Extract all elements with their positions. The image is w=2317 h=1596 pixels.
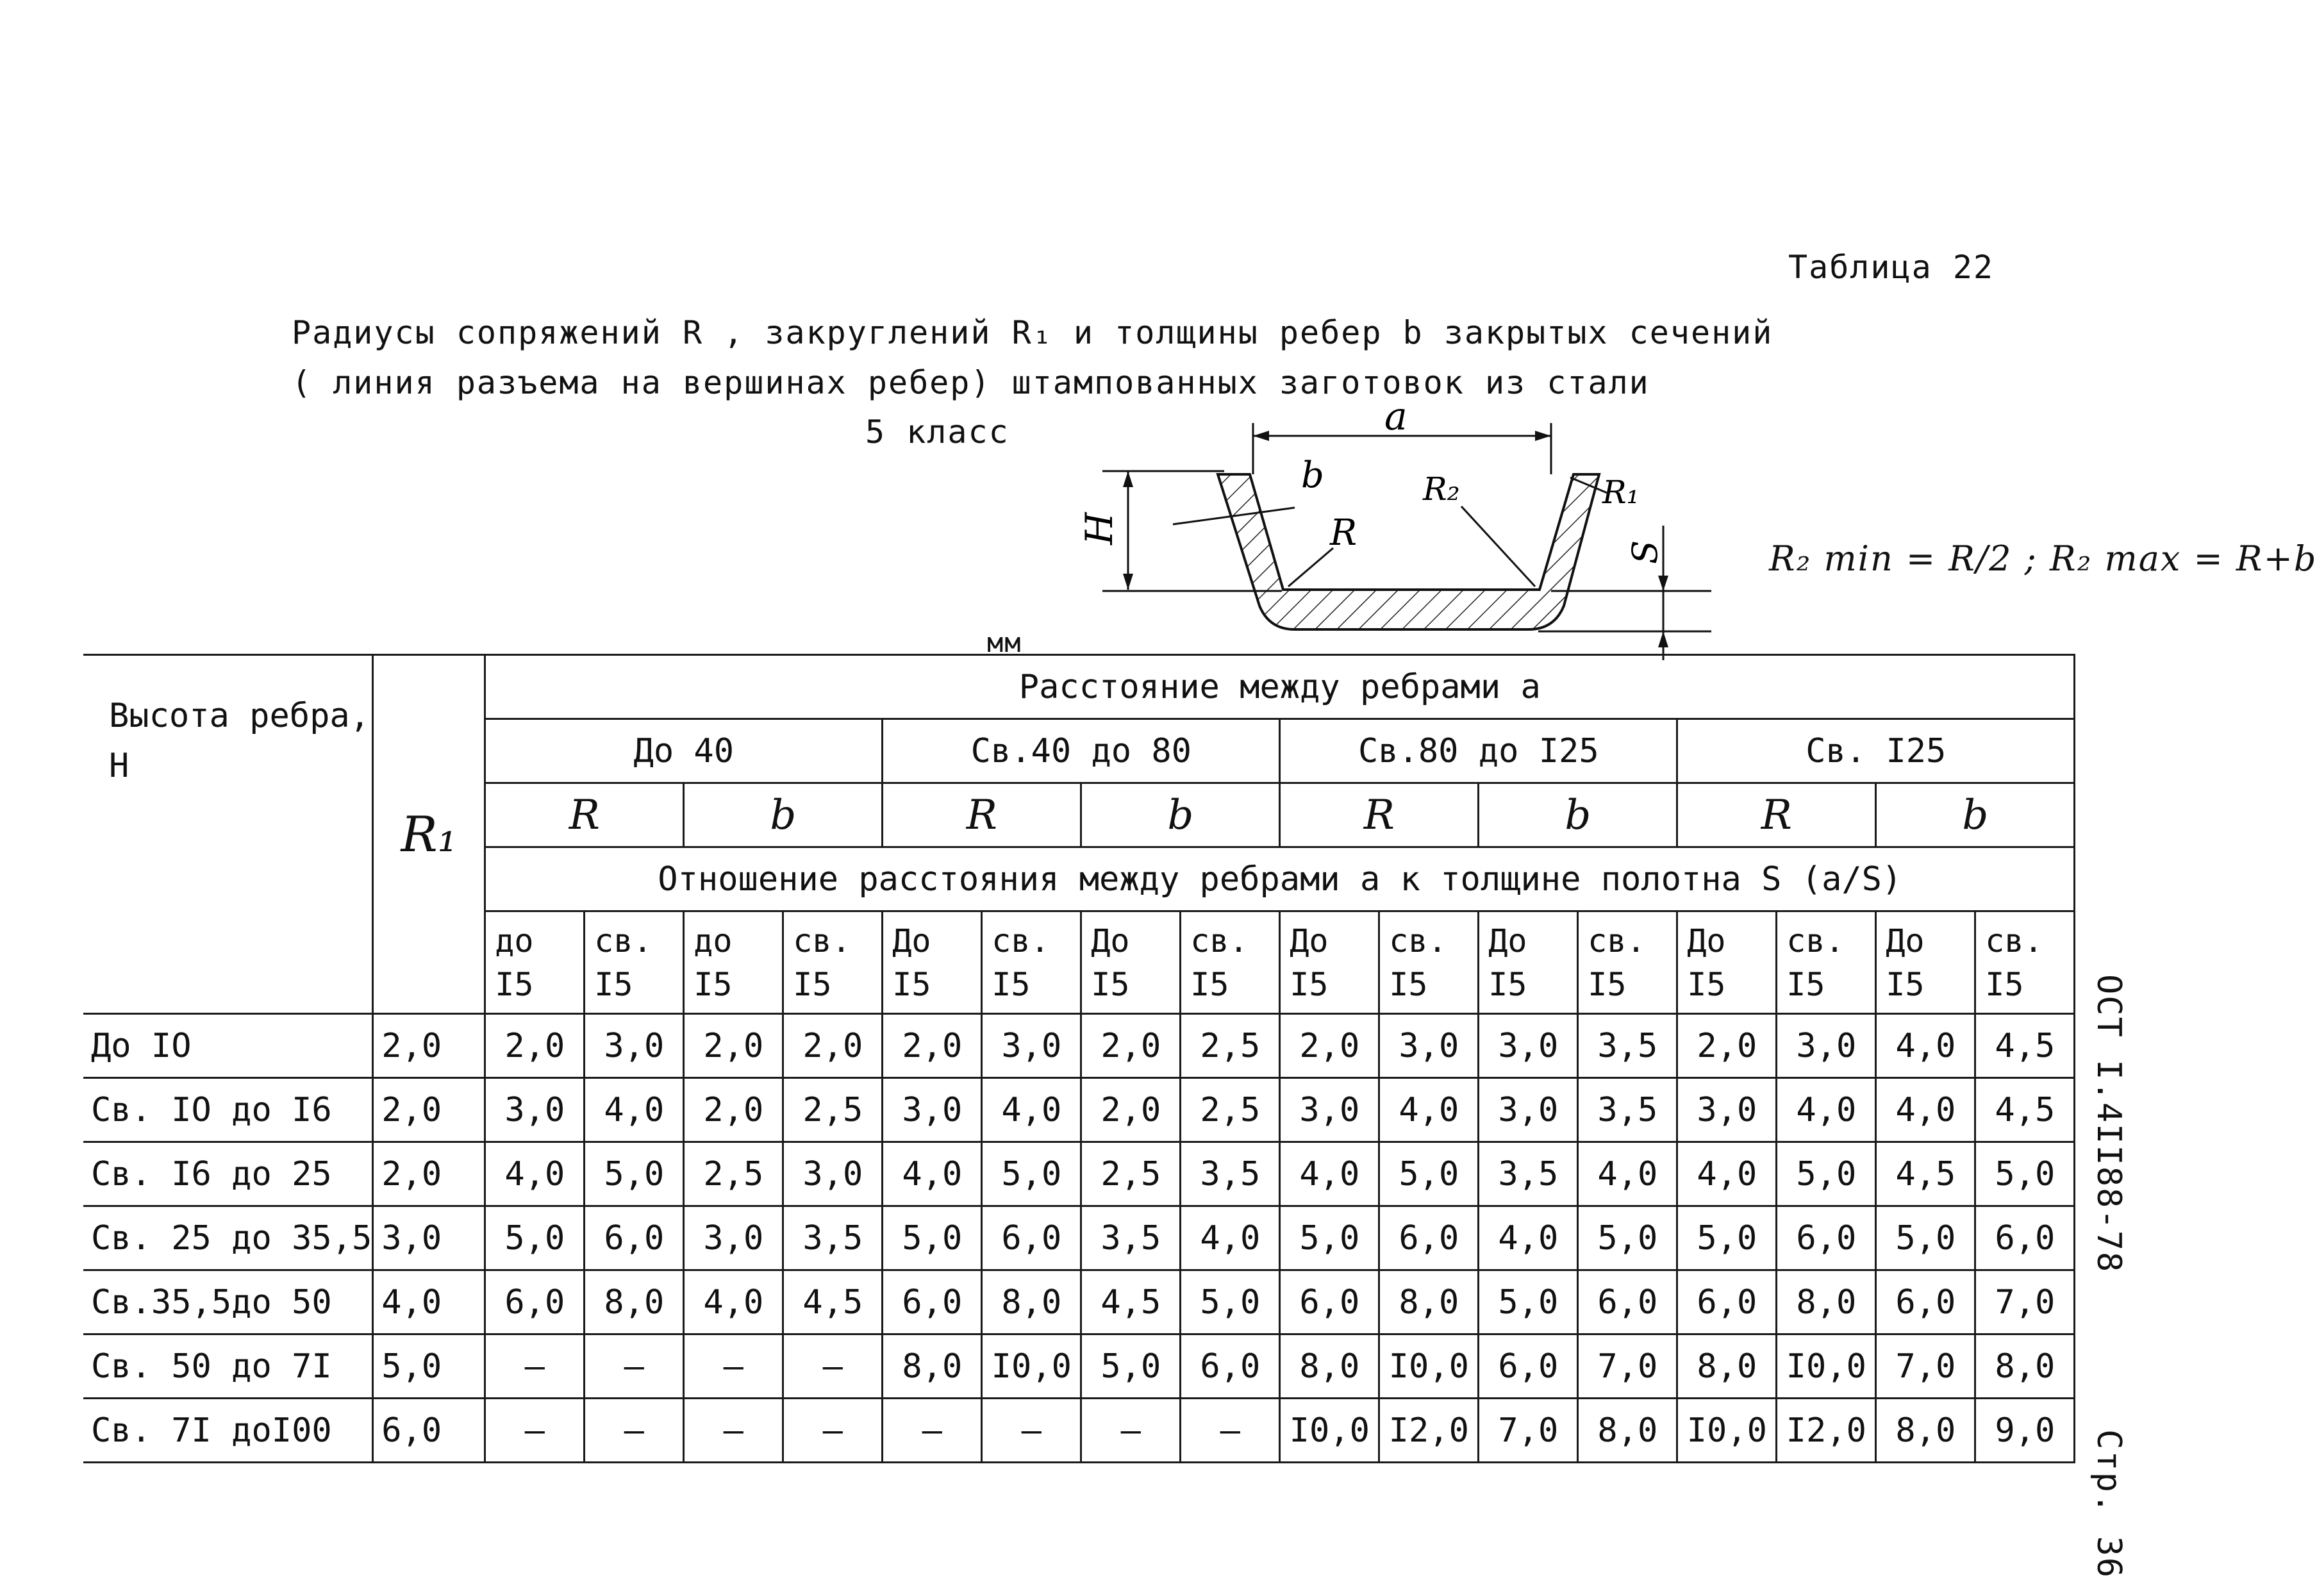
table-cell: 5,0	[1081, 1334, 1181, 1399]
table-cell: 5,0	[1181, 1270, 1280, 1334]
table-cell: 8,0	[1876, 1399, 1975, 1463]
table-cell: 6,0	[883, 1270, 982, 1334]
header-sym-r: R	[1677, 783, 1876, 847]
table-cell: 2,0	[684, 1078, 783, 1142]
table-cell: 5,0	[1975, 1142, 2075, 1206]
table-cell: 3,5	[1578, 1014, 1677, 1078]
table-cell: 3,5	[1081, 1206, 1181, 1270]
table-cell: –	[783, 1399, 883, 1463]
table-cell: 5,0	[1280, 1206, 1379, 1270]
table-cell: 6,0	[1677, 1270, 1777, 1334]
diagram-label-s: S	[1625, 540, 1665, 564]
table-cell: I2,0	[1379, 1399, 1479, 1463]
table-cell: I0,0	[1777, 1334, 1876, 1399]
table-cell: 3,0	[982, 1014, 1081, 1078]
table-cell: 5,0	[1777, 1142, 1876, 1206]
row-r1-value: 3,0	[373, 1206, 485, 1270]
table-cell: 5,0	[1876, 1206, 1975, 1270]
table-cell: 3,0	[1479, 1078, 1578, 1142]
table-cell: 6,0	[1379, 1206, 1479, 1270]
table-cell: 6,0	[982, 1206, 1081, 1270]
table-cell: 2,5	[783, 1078, 883, 1142]
table-cell: 4,5	[1975, 1078, 2075, 1142]
table-title-line-3: 5 класс	[865, 413, 1009, 451]
row-r1-value: 2,0	[373, 1142, 485, 1206]
table-cell: –	[982, 1399, 1081, 1463]
row-height-label: До IO	[83, 1014, 373, 1078]
table-cell: 5,0	[1578, 1206, 1677, 1270]
table-cell: 8,0	[585, 1270, 684, 1334]
table-cell: 5,0	[485, 1206, 585, 1270]
subheader-cell: До I5	[1876, 911, 1975, 1014]
row-height-label: Св. 25 до 35,5	[83, 1206, 373, 1270]
table-cell: 5,0	[1379, 1142, 1479, 1206]
diagram-label-r: R	[1330, 512, 1358, 554]
row-height-label: Св. I6 до 25	[83, 1142, 373, 1206]
subheader-cell: св. I5	[1578, 911, 1677, 1014]
table-cell: 3,0	[1280, 1078, 1379, 1142]
row-r1-value: 2,0	[373, 1014, 485, 1078]
table-cell: 3,5	[1479, 1142, 1578, 1206]
table-cell: 2,5	[684, 1142, 783, 1206]
header-group-2: Св.40 до 80	[883, 719, 1280, 783]
table-cell: 9,0	[1975, 1399, 2075, 1463]
page-number: Стр. 36	[2089, 1429, 2128, 1579]
table-body	[83, 1014, 2075, 1463]
table-cell: 7,0	[1876, 1334, 1975, 1399]
table-cell: 3,5	[783, 1206, 883, 1270]
table-cell: 6,0	[1479, 1334, 1578, 1399]
header-distance: Расстояние между ребрами a	[485, 655, 2075, 719]
table-row	[83, 1399, 2075, 1463]
table-cell: 8,0	[1379, 1270, 1479, 1334]
table-cell: I0,0	[982, 1334, 1081, 1399]
header-sym-r: R	[1280, 783, 1479, 847]
subheader-cell: св. I5	[783, 911, 883, 1014]
table-cell: 2,5	[1081, 1142, 1181, 1206]
diagram-label-a: a	[1384, 394, 1408, 439]
document-code: ОСТ I.4II88-78	[2089, 974, 2128, 1274]
header-sym-b: b	[1081, 783, 1280, 847]
row-r1-value: 6,0	[373, 1399, 485, 1463]
table-cell: 6,0	[585, 1206, 684, 1270]
table-cell: 3,0	[485, 1078, 585, 1142]
units-label: мм	[987, 627, 1022, 658]
table-cell: 4,0	[1280, 1142, 1379, 1206]
table-cell: I2,0	[1777, 1399, 1876, 1463]
header-sym-b: b	[684, 783, 883, 847]
table-cell: –	[1081, 1399, 1181, 1463]
header-sym-b: b	[1479, 783, 1677, 847]
table-row	[83, 1078, 2075, 1142]
table-cell: 8,0	[1677, 1334, 1777, 1399]
subheader-cell: До I5	[883, 911, 982, 1014]
table-cell: 3,0	[1677, 1078, 1777, 1142]
table-cell: 4,0	[1181, 1206, 1280, 1270]
table-cell: I0,0	[1379, 1334, 1479, 1399]
table-cell: 3,0	[684, 1206, 783, 1270]
table-cell: 6,0	[485, 1270, 585, 1334]
table-cell: 4,5	[1975, 1014, 2075, 1078]
table-cell: –	[485, 1334, 585, 1399]
table-cell: 4,5	[1081, 1270, 1181, 1334]
header-sym-r: R	[485, 783, 684, 847]
table-cell: –	[684, 1399, 783, 1463]
table-cell: 4,0	[585, 1078, 684, 1142]
section-profile	[1218, 474, 1599, 629]
table-cell: 2,0	[883, 1014, 982, 1078]
table-cell: 2,0	[1081, 1078, 1181, 1142]
table-cell: 2,0	[684, 1014, 783, 1078]
table-cell: –	[585, 1399, 684, 1463]
table-cell: 4,0	[982, 1078, 1081, 1142]
subheader-cell: До I5	[1677, 911, 1777, 1014]
table-cell: 4,0	[1677, 1142, 1777, 1206]
table-cell: 8,0	[1975, 1334, 2075, 1399]
table-row	[83, 1142, 2075, 1206]
table-cell: 3,0	[585, 1014, 684, 1078]
table-cell: –	[1181, 1399, 1280, 1463]
row-r1-value: 4,0	[373, 1270, 485, 1334]
row-height-label: Св. 50 до 7I	[83, 1334, 373, 1399]
subheader-cell: св. I5	[982, 911, 1081, 1014]
table-cell: –	[585, 1334, 684, 1399]
table-cell: 6,0	[1975, 1206, 2075, 1270]
table-cell: 3,0	[783, 1142, 883, 1206]
table-cell: 2,0	[1677, 1014, 1777, 1078]
subheader-cell: До I5	[1479, 911, 1578, 1014]
table-cell: –	[485, 1399, 585, 1463]
table-cell: 5,0	[982, 1142, 1081, 1206]
subheader-cell: св. I5	[1379, 911, 1479, 1014]
table-cell: 6,0	[1181, 1334, 1280, 1399]
header-rib-height: Высота ребра, Н	[83, 655, 373, 1014]
table-row	[83, 1014, 2075, 1078]
table-cell: 2,5	[1181, 1014, 1280, 1078]
radii-table-container	[83, 654, 2075, 1463]
table-title-line-1: Радиусы сопряжений R , закруглений R₁ и толщины ребер b закрытых сечений	[292, 314, 1773, 351]
table-cell: 5,0	[585, 1142, 684, 1206]
table-cell: 4,0	[1777, 1078, 1876, 1142]
table-cell: 8,0	[1777, 1270, 1876, 1334]
row-r1-value: 2,0	[373, 1078, 485, 1142]
diagram-label-b: b	[1301, 454, 1324, 496]
table-row	[83, 1206, 2075, 1270]
table-cell: 2,0	[1280, 1014, 1379, 1078]
diagram-label-r1: R₁	[1602, 474, 1640, 511]
table-cell: I0,0	[1677, 1399, 1777, 1463]
table-cell: –	[684, 1334, 783, 1399]
row-height-label: Св. IO до I6	[83, 1078, 373, 1142]
table-row	[83, 1334, 2075, 1399]
row-height-label: Св. 7I доI00	[83, 1399, 373, 1463]
table-cell: 6,0	[1280, 1270, 1379, 1334]
table-cell: 3,0	[1479, 1014, 1578, 1078]
table-cell: 6,0	[1876, 1270, 1975, 1334]
subheader-cell: До I5	[1280, 911, 1379, 1014]
subheader-cell: св. I5	[1777, 911, 1876, 1014]
table-cell: 4,0	[883, 1142, 982, 1206]
table-cell: 6,0	[1578, 1270, 1677, 1334]
table-cell: 8,0	[1578, 1399, 1677, 1463]
header-group-1: До 40	[485, 719, 883, 783]
table-cell: 7,0	[1479, 1399, 1578, 1463]
subheader-cell: до I5	[684, 911, 783, 1014]
table-cell: 4,0	[684, 1270, 783, 1334]
table-cell: 3,0	[1379, 1014, 1479, 1078]
table-cell: I0,0	[1280, 1399, 1379, 1463]
table-cell: 5,0	[1677, 1206, 1777, 1270]
table-cell: 5,0	[883, 1206, 982, 1270]
table-cell: 4,0	[1876, 1078, 1975, 1142]
subheader-cell: св. I5	[1975, 911, 2075, 1014]
table-number: Таблица 22	[1788, 249, 1995, 286]
table-cell: 2,5	[1181, 1078, 1280, 1142]
radii-table	[83, 654, 2075, 1463]
diagram-label-r2: R₂	[1423, 470, 1460, 508]
header-sym-r: R	[883, 783, 1081, 847]
table-cell: 7,0	[1578, 1334, 1677, 1399]
table-cell: 8,0	[1280, 1334, 1379, 1399]
table-cell: 2,0	[1081, 1014, 1181, 1078]
table-cell: 7,0	[1975, 1270, 2075, 1334]
subheader-cell: св. I5	[1181, 911, 1280, 1014]
table-cell: 4,0	[1379, 1078, 1479, 1142]
table-title-line-2: ( линия разъема на вершинах ребер) штампованных заготовок из стали	[292, 364, 1650, 401]
table-cell: 8,0	[982, 1270, 1081, 1334]
table-cell: 3,5	[1578, 1078, 1677, 1142]
table-cell: –	[883, 1399, 982, 1463]
r2-formula: R₂ min = R/2 ; R₂ max = R+b	[1769, 538, 2317, 579]
table-cell: 3,5	[1181, 1142, 1280, 1206]
table-cell: 3,0	[883, 1078, 982, 1142]
table-cell: 5,0	[1479, 1270, 1578, 1334]
table-cell: 8,0	[883, 1334, 982, 1399]
table-cell: –	[783, 1334, 883, 1399]
table-cell: 2,0	[485, 1014, 585, 1078]
header-ratio: Отношение расстояния между ребрами a к толщине полотна S (a/S)	[485, 847, 2075, 911]
table-cell: 3,0	[1777, 1014, 1876, 1078]
table-cell: 4,0	[485, 1142, 585, 1206]
table-cell: 2,0	[783, 1014, 883, 1078]
diagram-label-h: H	[1077, 512, 1121, 545]
table-cell: 6,0	[1777, 1206, 1876, 1270]
table-cell: 4,0	[1876, 1014, 1975, 1078]
row-r1-value: 5,0	[373, 1334, 485, 1399]
subheader-cell: До I5	[1081, 911, 1181, 1014]
table-row	[83, 1270, 2075, 1334]
table-cell: 4,5	[783, 1270, 883, 1334]
table-cell: 4,0	[1479, 1206, 1578, 1270]
row-height-label: Св.35,5до 50	[83, 1270, 373, 1334]
header-group-4: Св. I25	[1677, 719, 2075, 783]
header-group-3: Св.80 до I25	[1280, 719, 1677, 783]
section-diagram	[1077, 394, 1718, 667]
header-sym-b: b	[1876, 783, 2075, 847]
table-cell: 4,0	[1578, 1142, 1677, 1206]
table-cell: 4,5	[1876, 1142, 1975, 1206]
header-r1: R₁	[373, 655, 485, 1014]
subheader-cell: св. I5	[585, 911, 684, 1014]
subheader-cell: до I5	[485, 911, 585, 1014]
